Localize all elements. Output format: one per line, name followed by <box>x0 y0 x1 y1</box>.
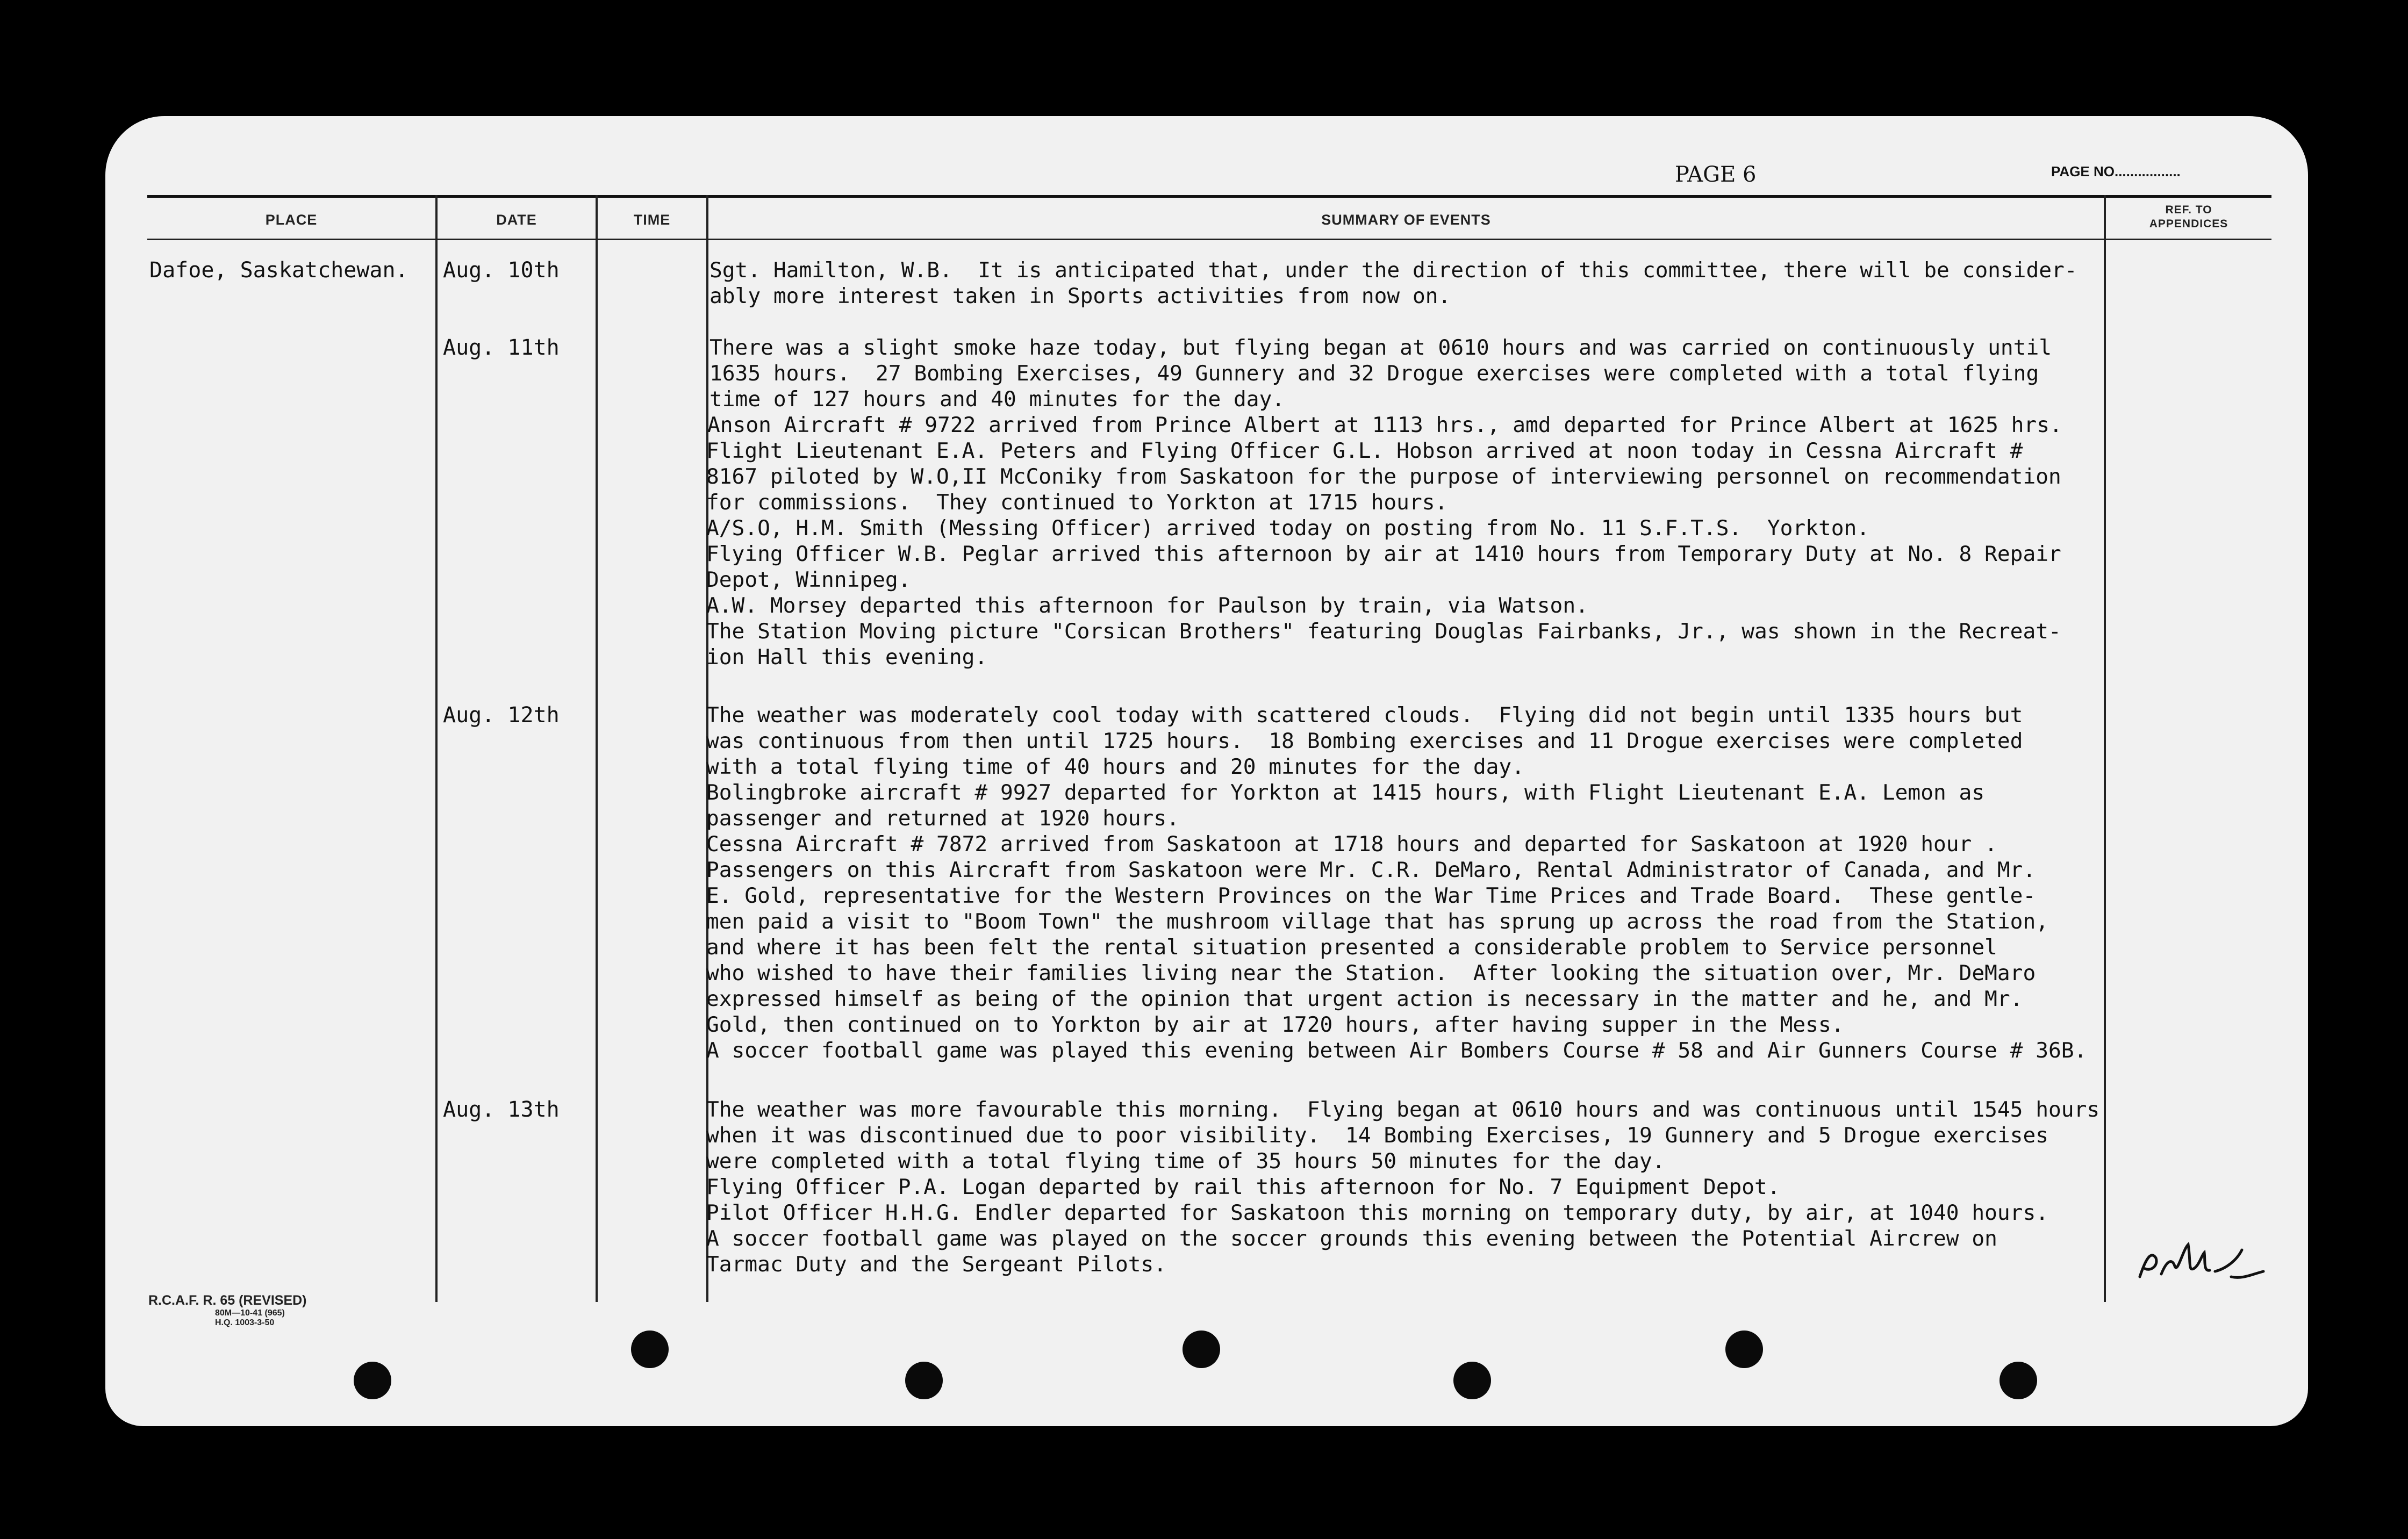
summary-line: time of 127 hours and 40 minutes for the day. <box>710 387 1285 412</box>
header-summary: SUMMARY OF EVENTS <box>1321 212 1491 228</box>
binder-hole <box>2000 1362 2037 1399</box>
binder-hole <box>1453 1362 1491 1399</box>
binder-hole <box>631 1331 669 1368</box>
diary-form-card <box>105 116 2308 1426</box>
binder-hole <box>905 1362 943 1399</box>
form-hq-number: H.Q. 1003-3-50 <box>215 1318 275 1327</box>
summary-line: The Station Moving picture "Corsican Brothers" featuring Douglas Fairbanks, Jr., was shown in the Recreat- <box>706 619 2061 644</box>
summary-line: who wished to have their families living near the Station. After looking the situation over, Mr. DeMaro <box>706 961 2036 986</box>
summary-line: A soccer football game was played this evening between Air Bombers Course # 58 and Air Gunners Course # 36B. <box>706 1038 2087 1063</box>
summary-line: ably more interest taken in Sports activities from now on. <box>710 284 1451 308</box>
summary-line: 1635 hours. 27 Bombing Exercises, 49 Gunnery and 32 Drogue exercises were completed with a total flying <box>710 361 2039 386</box>
form-number-footer <box>148 1293 307 1328</box>
header-ref-appendices <box>2106 203 2271 231</box>
summary-line: Gold, then continued on to Yorkton by air at 1720 hours, after having supper in the Mess. <box>706 1012 1844 1037</box>
summary-line: E. Gold, representative for the Western Provinces on the War Time Prices and Trade Board. These gentle- <box>706 883 2036 908</box>
summary-line: Tarmac Duty and the Sergeant Pilots. <box>706 1252 1167 1277</box>
form-code: R.C.A.F. R. 65 (REVISED) <box>148 1293 307 1308</box>
summary-line: ion Hall this evening. <box>706 645 988 670</box>
summary-line: A soccer football game was played on the soccer grounds this evening between the Potential Aircrew on <box>706 1226 1997 1251</box>
date-entry: Aug. 12th <box>443 703 560 728</box>
header-time: TIME <box>633 212 671 228</box>
date-entry: Aug. 10th <box>443 258 560 283</box>
header-place: PLACE <box>265 212 318 228</box>
date-entry: Aug. 11th <box>443 335 560 360</box>
table-header-rule <box>147 239 2271 240</box>
summary-line: and where it has been felt the rental situation presented a considerable problem to Service personnel <box>706 935 1997 960</box>
summary-line: Cessna Aircraft # 7872 arrived from Saskatoon at 1718 hours and departed for Saskatoon at 1920 hour . <box>706 832 1997 857</box>
summary-line: Sgt. Hamilton, W.B. It is anticipated that, under the direction of this committee, there will be consider- <box>710 258 2077 283</box>
column-divider-date <box>596 195 598 1302</box>
summary-line: Bolingbroke aircraft # 9927 departed for Yorkton at 1415 hours, with Flight Lieutenant E.A. Lemon as <box>706 780 1985 805</box>
page-no-field: PAGE NO................. <box>2051 163 2181 179</box>
summary-line: Passengers on this Aircraft from Saskatoon were Mr. C.R. DeMaro, Rental Administrator of Canada, and Mr. <box>706 858 2036 882</box>
header-ref-line-1: REF. TO <box>2165 204 2212 216</box>
place-cell: Dafoe, Saskatchewan. <box>149 258 408 283</box>
binder-hole <box>1725 1331 1763 1368</box>
summary-line: was continuous from then until 1725 hours. 18 Bombing exercises and 11 Drogue exercises were completed <box>706 729 2023 753</box>
header-ref-line-2: APPENDICES <box>2149 218 2228 230</box>
binder-hole <box>1182 1331 1220 1368</box>
summary-line: for commissions. They continued to Yorkton at 1715 hours. <box>706 490 1448 515</box>
summary-line: expressed himself as being of the opinion that urgent action is necessary in the matter and he, and Mr. <box>706 987 2023 1011</box>
binder-hole <box>354 1362 391 1399</box>
summary-line: A.W. Morsey departed this afternoon for Paulson by train, via Watson. <box>706 593 1588 618</box>
summary-line: passenger and returned at 1920 hours. <box>706 806 1179 831</box>
header-date: DATE <box>496 212 537 228</box>
summary-line: A/S.O, H.M. Smith (Messing Officer) arrived today on posting from No. 11 S.F.T.S. Yorkton. <box>706 516 1870 541</box>
handwritten-initials-mark <box>2134 1228 2274 1293</box>
summary-line: The weather was more favourable this morning. Flying began at 0610 hours and was continuous until 1545 hours <box>706 1097 2100 1122</box>
summary-line: Flight Lieutenant E.A. Peters and Flying Officer G.L. Hobson arrived at noon today in Cessna Aircraft # <box>706 438 2023 463</box>
column-divider-summary <box>2104 195 2106 1302</box>
summary-line: 8167 piloted by W.O,II McConiky from Saskatoon for the purpose of interviewing personnel on recommendation <box>706 464 2061 489</box>
column-divider-place <box>435 195 438 1302</box>
summary-line: There was a slight smoke haze today, but flying began at 0610 hours and was carried on continuously until <box>710 335 2052 360</box>
summary-line: The weather was moderately cool today with scattered clouds. Flying did not begin until 1335 hours but <box>706 703 2023 728</box>
summary-line: Depot, Winnipeg. <box>706 567 911 592</box>
summary-line: Pilot Officer H.H.G. Endler departed for Saskatoon this morning on temporary duty, by air, at 1040 hours. <box>706 1200 2049 1225</box>
form-print-run: 80M—10-41 (965) <box>215 1308 285 1318</box>
summary-line: with a total flying time of 40 hours and 20 minutes for the day. <box>706 754 1524 779</box>
summary-line: Flying Officer W.B. Peglar arrived this afternoon by air at 1410 hours from Temporary Duty at No. 8 Repair <box>706 542 2061 566</box>
summary-line: Anson Aircraft # 9722 arrived from Prince Albert at 1113 hrs., amd departed for Prince Albert at 1625 hrs. <box>707 413 2062 437</box>
table-top-rule <box>147 195 2271 198</box>
summary-line: were completed with a total flying time of 35 hours 50 minutes for the day. <box>706 1149 1665 1174</box>
page-number-label: PAGE 6 <box>1675 162 1757 187</box>
summary-line: when it was discontinued due to poor visibility. 14 Bombing Exercises, 19 Gunnery and 5 Drogue exercises <box>706 1123 2049 1148</box>
summary-line: Flying Officer P.A. Logan departed by rail this afternoon for No. 7 Equipment Depot. <box>706 1175 1780 1199</box>
summary-line: men paid a visit to "Boom Town" the mushroom village that has sprung up across the road from the Station, <box>706 909 2049 934</box>
date-entry: Aug. 13th <box>443 1097 560 1122</box>
